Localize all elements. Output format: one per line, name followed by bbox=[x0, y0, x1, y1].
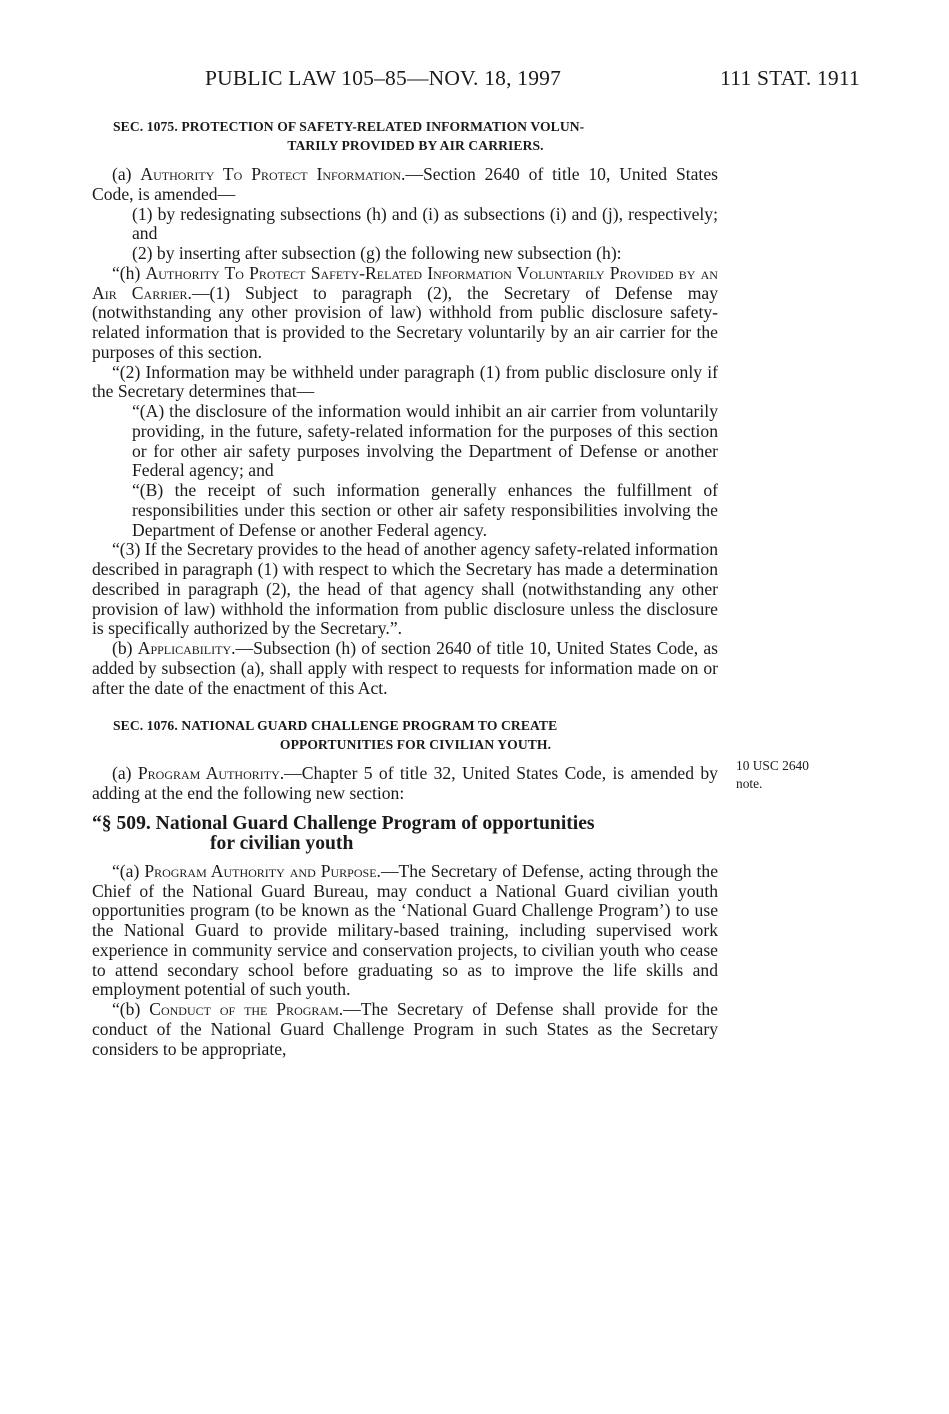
inserted-subsection-h bbox=[92, 264, 718, 363]
subsection-b-text: —Subsection (h) of section 2640 of title 10, United States Code, as added by subsection (a), shall apply with respect to requests for information made on or after the date of the enactment of this Act. bbox=[92, 638, 718, 698]
sec-1075-heading-line1: SEC. 1075. PROTECTION OF SAFETY-RELATED INFORMATION VOLUN- bbox=[113, 119, 585, 134]
subsection-a-label: (a) bbox=[112, 164, 141, 184]
section-509-title-line2: for civilian youth bbox=[210, 832, 354, 854]
subsection-h-caption: Authority To Protect Safety-Related Information Voluntarily Provided by an Air Carrier. bbox=[92, 262, 718, 303]
header-stat-page: 111 STAT. 1911 bbox=[720, 66, 860, 90]
subsection-a-text: —Section 2640 of title 10, United States Code, is amended— bbox=[92, 164, 718, 204]
section-spacer bbox=[92, 698, 718, 716]
margin-note-citation bbox=[736, 757, 846, 793]
subsection-h-subparagraph-b: “(B) the receipt of such information generally enhances the fulfillment of responsibilities under this section or other air safety responsibilities involving the Department of Defense or another Federal agency. bbox=[132, 480, 718, 540]
section-509-b-label: “(b) bbox=[112, 999, 150, 1019]
subsection-b-label: (b) bbox=[112, 638, 138, 658]
sec-1075-a-paragraph-2: (2) by inserting after subsection (g) the following new subsection (h): bbox=[132, 243, 622, 263]
section-509-title bbox=[92, 814, 718, 854]
section-509-subsection-b bbox=[92, 1000, 718, 1059]
subsection-h-paragraph-3: “(3) If the Secretary provides to the head of another agency safety-related information described in paragraph (1) with respect to which the Secretary has made a determination described in paragraph (2), the head of that agency shall (notwithstanding any other provision of law) withhold the information from public disclosure unless the disclosure is specifically authorized by the Secretary.”. bbox=[92, 539, 718, 639]
sec-1076-a-text: —Chapter 5 of title 32, United States Code, is amended by adding at the end the following new section: bbox=[92, 763, 718, 803]
subsection-h-text: —(1) Subject to paragraph (2), the Secretary of Defense may (notwithstanding any other provision of law) withhold from public disclosure safety-related information that is provided to the Secretary voluntarily by an air carrier for the purposes of this section. bbox=[92, 282, 718, 362]
header-public-law: PUBLIC LAW 105–85—NOV. 18, 1997 bbox=[205, 66, 562, 90]
subsection-h-subparagraph-a: “(A) the disclosure of the information would inhibit an air carrier from voluntarily providing, in the future, safety-related information for the purposes of this section or for other air safety purposes involving the Department of Defense or another Federal agency; and bbox=[132, 401, 718, 481]
section-509-a-label: “(a) bbox=[112, 860, 145, 881]
sec-1076-heading-line2: OPPORTUNITIES FOR CIVILIAN YOUTH. bbox=[279, 737, 552, 753]
sec-1075-subsection-b bbox=[92, 639, 718, 698]
subsection-b-caption: Applicability. bbox=[137, 638, 236, 658]
sec-1076-a-label: (a) bbox=[112, 763, 138, 784]
section-509-b-text: —The Secretary of Defense shall provide for the conduct of the National Guard Challenge Program in such States as the Secretary considers to be appropriate, bbox=[92, 999, 718, 1059]
sec-1075-heading bbox=[92, 117, 718, 155]
body-column bbox=[92, 117, 718, 1059]
sec-1076-heading-line1: SEC. 1076. NATIONAL GUARD CHALLENGE PROGRAM TO CREATE bbox=[113, 718, 558, 734]
section-509-title-line1: “§ 509. National Guard Challenge Program of opportunities bbox=[92, 812, 595, 834]
sec-1076-heading bbox=[92, 716, 718, 754]
sec-1076-subsection-a bbox=[92, 764, 718, 804]
section-509-subsection-a bbox=[92, 862, 718, 1000]
sec-1075-a-paragraph-1: (1) by redesignating subsections (h) and (i) as subsections (i) and (j), respectively; and bbox=[132, 203, 718, 244]
section-509-a-text: —The Secretary of Defense, acting through the Chief of the National Guard Bureau, may conduct a National Guard civilian youth opportunities program (to be known as the ‘National Guard Challenge Program’) to use the National Guard to provide military-based training, including supervised work experience in community service and conservation projects, to civilian youth who cease to attend secondary school before graduating so as to improve the life skills and employment potential of such youth. bbox=[92, 860, 719, 1000]
margin-note-line1: 10 USC 2640 bbox=[736, 758, 809, 773]
subsection-a-caption: Authority To Protect Information. bbox=[140, 164, 406, 184]
subsection-h-paragraph-2: “(2) Information may be withheld under paragraph (1) from public disclosure only if the Secretary determines that— bbox=[92, 361, 718, 402]
margin-note-line2: note. bbox=[736, 776, 763, 791]
sec-1076-a-caption: Program Authority. bbox=[137, 763, 285, 784]
section-509-a-caption: Program Authority and Purpose. bbox=[144, 860, 381, 881]
section-509-b-caption: Conduct of the Program. bbox=[149, 999, 344, 1019]
sec-1075-subsection-a bbox=[92, 165, 718, 205]
sec-1075-heading-line2: TARILY PROVIDED BY AIR CARRIERS. bbox=[287, 138, 544, 153]
subsection-h-label: “(h) bbox=[112, 262, 146, 283]
